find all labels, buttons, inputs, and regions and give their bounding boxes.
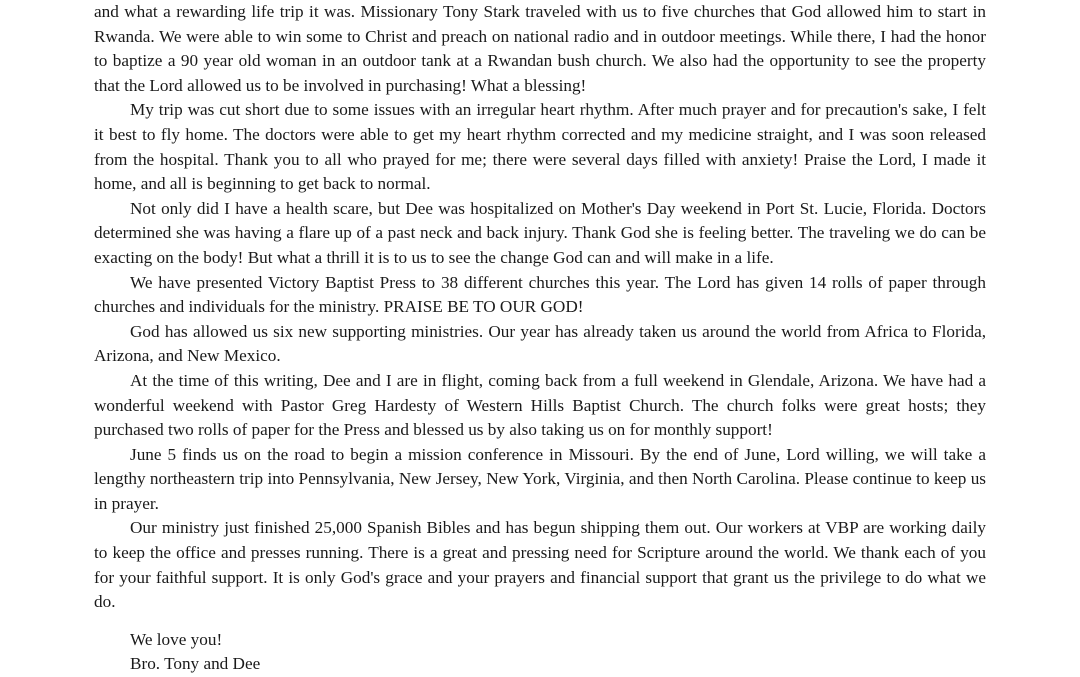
paragraph-health-scare: My trip was cut short due to some issues with an irregular heart rhythm. After much prayer and for precaution's sake, I felt it best to fly home. The doctors were able to get my heart rhythm corrected and my medicine straight, and I was soon released from the hospital. Thank you to all who prayed for me; there were several days filled with anxiety! Praise the Lord, I made it home, and all is beginning to get back to normal. — [94, 100, 986, 194]
paragraph-rwanda-trip: and what a rewarding life trip it was. Missionary Tony Stark traveled with us to five churches that God allowed him to start in Rwanda. We were able to win some to Christ and preach on national radio and in outdoor meetings. While there, I had the honor to baptize a 90 year old woman in an outdoor tank at a Rwandan bush church. We also had the opportunity to see the property that the Lord allowed us to be involved in purchasing! What a blessing! — [94, 2, 986, 95]
paragraph-supporting-ministries: God has allowed us six new supporting ministries. Our year has already taken us around the world from Africa to Florida, Arizona, and New Mexico. — [94, 321, 986, 366]
paragraph-churches-presented: We have presented Victory Baptist Press to 38 different churches this year. The Lord has given 14 rolls of paper through churches and individuals for the ministry. PRAISE BE TO OUR GOD! — [94, 272, 986, 317]
closing-line: We love you! — [130, 629, 223, 649]
paragraph-upcoming-travel: June 5 finds us on the road to begin a mission conference in Missouri. By the end of June, Lord willing, we will take a lengthy northeastern trip into Pennsylvania, New Jersey, New York, Virginia, and then North Carolina. Please continue to keep us in prayer. — [94, 444, 986, 513]
letter-closing — [94, 628, 986, 677]
paragraph-spanish-bibles: Our ministry just finished 25,000 Spanish Bibles and has begun shipping them out. Our workers at VBP are working daily to keep the office and presses running. There is a great and pressing need for Scripture around the world. We thank each of you for your faithful support. It is only God's grace and your prayers and financial support that grant us the privilege to do what we do. — [94, 518, 986, 612]
letter-body — [94, 0, 986, 677]
paragraph-glendale-weekend: At the time of this writing, Dee and I are in flight, coming back from a full weekend in Glendale, Arizona. We have had a wonderful weekend with Pastor Greg Hardesty of Western Hills Baptist Church. The church folks were great hosts; they purchased two rolls of paper for the Press and blessed us by also taking us on for monthly support! — [94, 370, 986, 440]
paragraph-dee-hospitalized: Not only did I have a health scare, but Dee was hospitalized on Mother's Day weekend in Port St. Lucie, Florida. Doctors determined she was having a flare up of a past neck and back injury. Thank God she is feeling better. The traveling we do can be exacting on the body! But what a thrill it is to us to see the change God can and will make in a life. — [94, 198, 986, 267]
signature-line: Bro. Tony and Dee — [130, 654, 261, 674]
